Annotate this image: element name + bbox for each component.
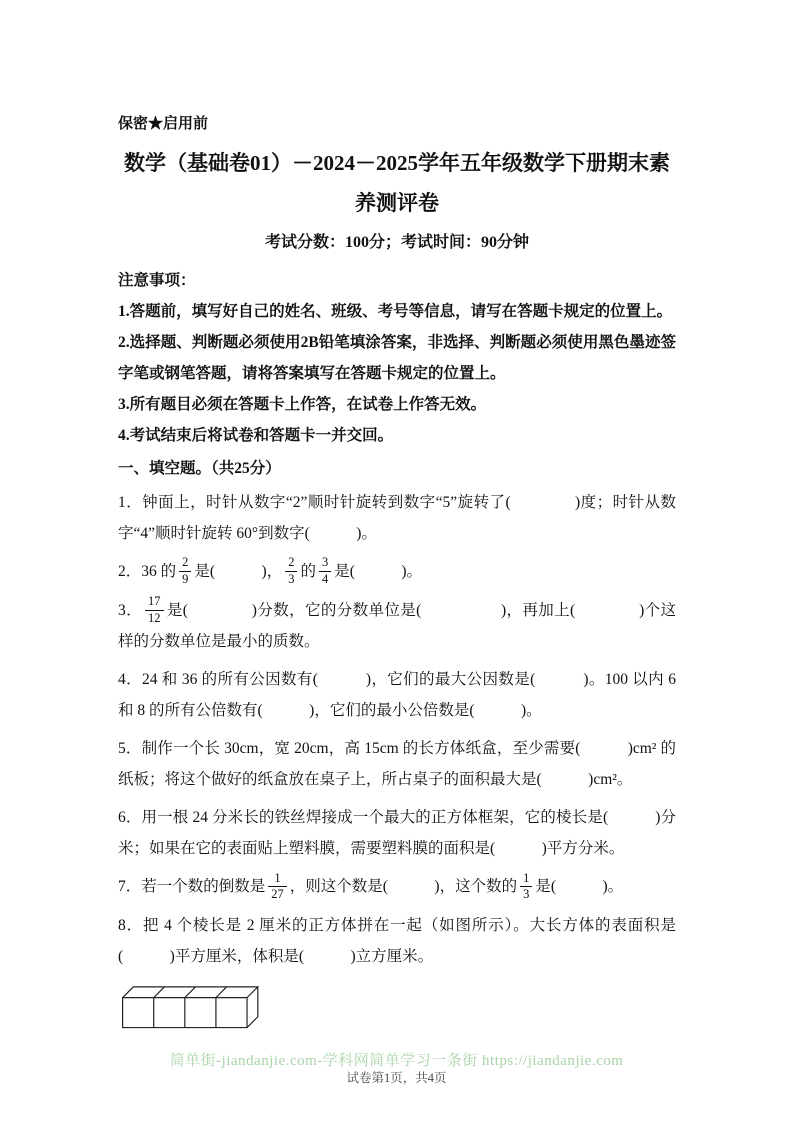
- fraction: $\frac{1}{3}$: [520, 872, 532, 903]
- question-7: 7．若一个数的倒数是 $\frac{1}{27}$ ，则这个数是( )，这个数的 $\frac{1}{3}$ 是( )。: [118, 870, 624, 902]
- questions-list: [118, 487, 676, 972]
- note-item-3: 3.所有题目必须在答题卡上作答，在试卷上作答无效。: [118, 396, 487, 413]
- fraction: $\frac{1}{27}$: [268, 872, 287, 903]
- cubes-top-dividers: [154, 987, 227, 998]
- security-notice: 保密★启用前: [118, 116, 209, 132]
- section-heading-fill-blanks: 一、填空题。（共25分）: [118, 460, 281, 477]
- question-3: 3． $\frac{17}{12}$ 是( )分数，它的分数单位是( )，再加上( )个这样的分数单位是最小的质数。: [118, 593, 676, 651]
- exam-info-line: 考试分数：100分；考试时间：90分钟: [264, 234, 529, 251]
- question-1: 1．钟面上，时针从数字“2”顺时针旋转到数字“5”旋转了( )度；时针从数字“4”顺时针旋转 60°到数字( )。: [118, 494, 676, 542]
- fraction: $\frac{2}{3}$: [285, 556, 297, 587]
- cubes-figure: [122, 986, 259, 1029]
- note-item-1: 1.答题前，填写好自己的姓名、班级、考号等信息，请写在答题卡规定的位置上。: [118, 303, 673, 320]
- notes-heading: 注意事项：: [118, 272, 196, 289]
- fraction: $\frac{17}{12}$: [145, 595, 164, 626]
- question-2: 2．36 的 $\frac{2}{9}$ 是( )， $\frac{2}{3}$ 的 $\frac{3}{4}$ 是( )。: [118, 555, 423, 586]
- fraction: $\frac{2}{9}$: [179, 556, 191, 587]
- note-item-2: 2.选择题、判断题必须使用2B铅笔填涂答案，非选择、判断题必须使用黑色墨迹签字笔或钢笔答题，请将答案填写在答题卡规定的位置上。: [118, 334, 676, 382]
- cubes-front-dividers: [154, 998, 216, 1028]
- question-4: 4．24 和 36 的所有公因数有( )，它们的最大公因数是( )。100 以内 6 和 8 的所有公倍数有( )，它们的最小公倍数是( )。: [118, 671, 676, 720]
- note-item-4: 4.考试结束后将试卷和答题卡一并交回。: [118, 427, 394, 444]
- page-title: 数学（基础卷01）－2024－2025学年五年级数学下册期末素养测评卷: [124, 151, 670, 215]
- fraction: $\frac{3}{4}$: [319, 556, 331, 587]
- question-5: 5．制作一个长 30cm，宽 20cm，高 15cm 的长方体纸盒，至少需要( )cm² 的纸板；将这个做好的纸盒放在桌子上，所占桌子的面积最大是( )cm²。: [118, 740, 676, 789]
- footer-watermark: 简单街-jiandanjie.com-学科网简单学习一条街 https://jiandanjie.com: [169, 1053, 624, 1069]
- footer-page-number: 试卷第1页，共4页: [346, 1071, 447, 1085]
- notes-section: [118, 265, 676, 451]
- question-6: 6．用一根 24 分米长的铁丝焊接成一个最大的正方体框架，它的棱长是( )分米；如果在它的表面贴上塑料膜，需要塑料膜的面积是( )平方分米。: [118, 809, 676, 858]
- question-8: 8．把 4 个棱长是 2 厘米的正方体拼在一起（如图所示）。大长方体的表面积是( )平方厘米，体积是( )立方厘米。: [118, 917, 676, 966]
